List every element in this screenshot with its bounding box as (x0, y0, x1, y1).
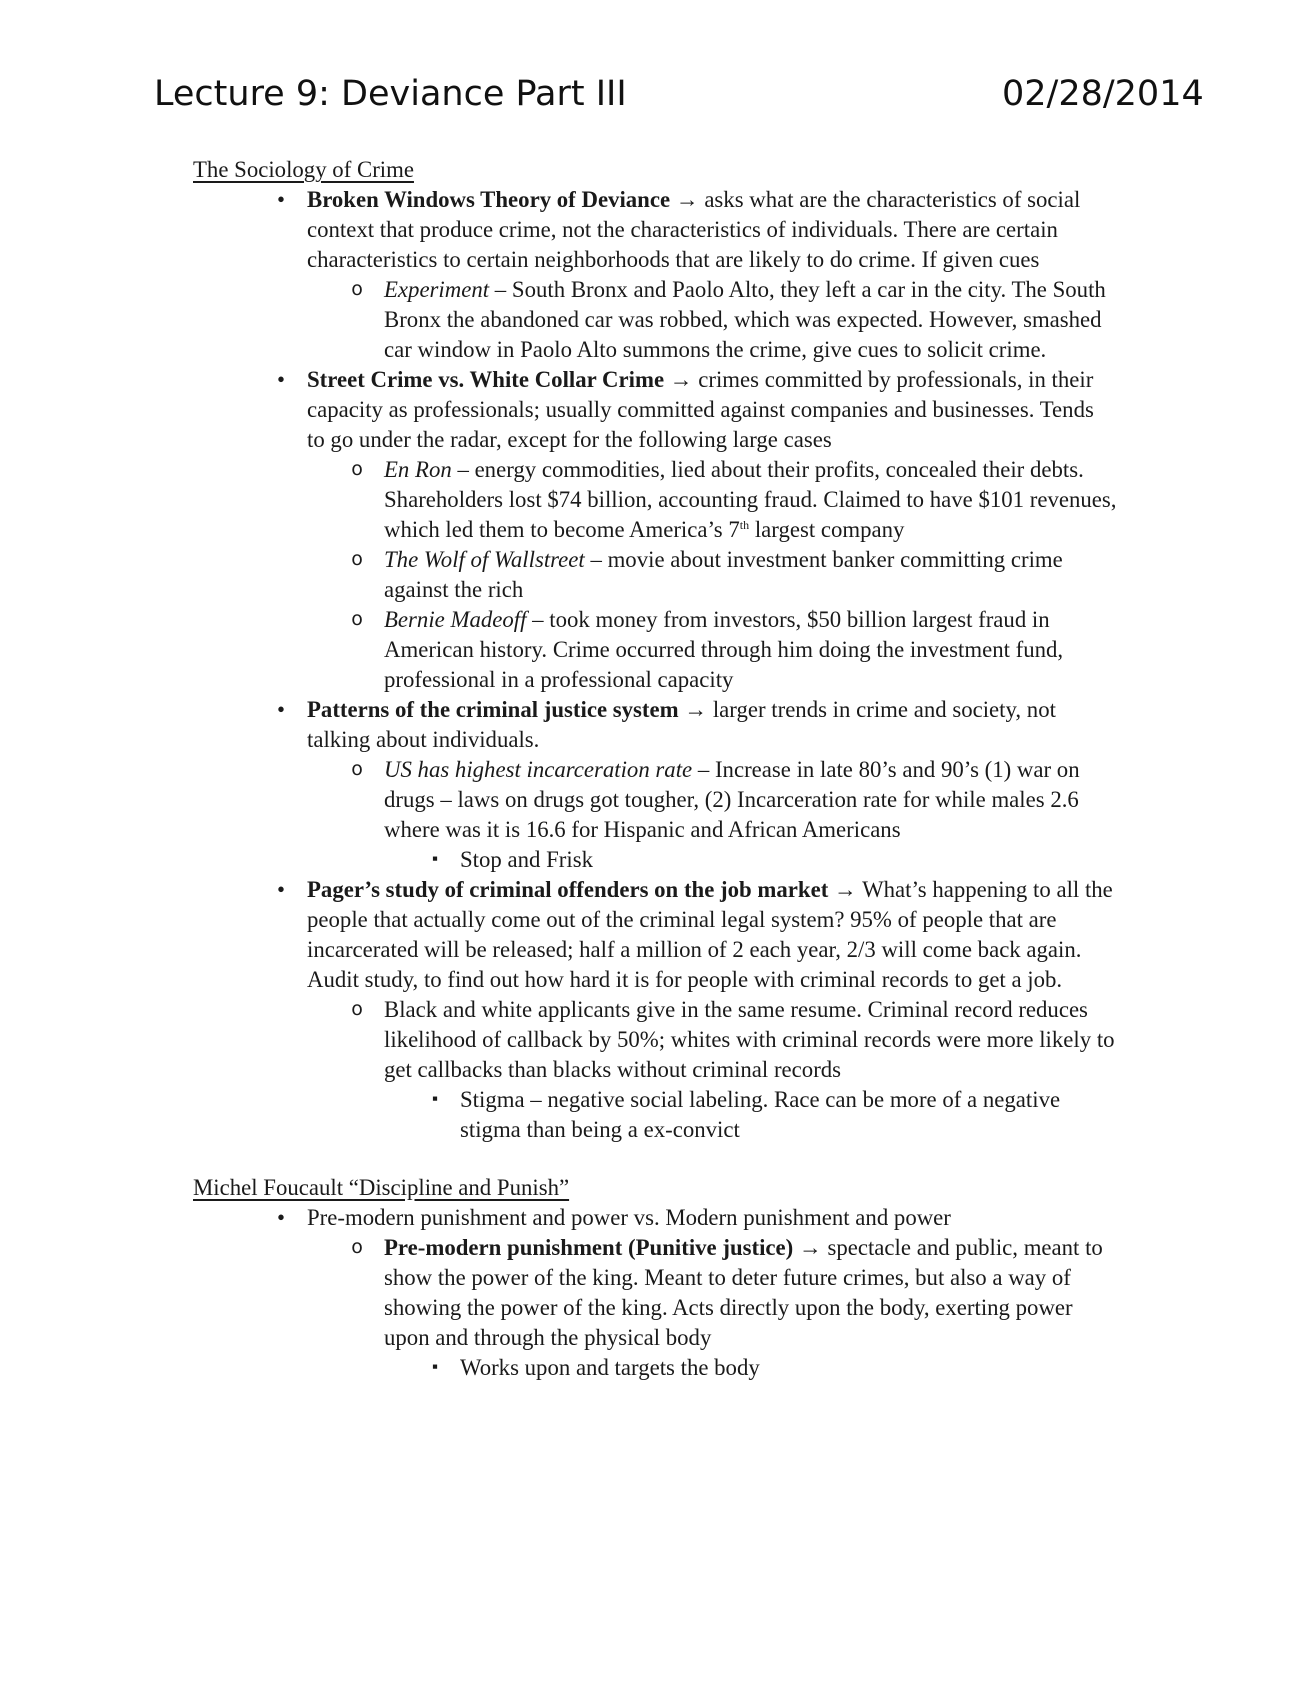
dash-symbol: – (494, 277, 507, 302)
sub-list (351, 455, 1117, 695)
sub-item (351, 755, 1117, 875)
sub-item-text: South Bronx and Paolo Alto, they left a car in the city. The South Bronx the abandoned car was robbed, which was expected. However, smashed car window in Paolo Alto summons the crime, give cues to solicit crime. (384, 277, 1106, 362)
sub-item-term: Bernie Madeoff (384, 607, 527, 632)
bullet-marker: • (277, 1205, 285, 1230)
sub-item-text: Black and white applicants give in the same resume. Criminal record reduces likelihood of callback by 50%; whites with criminal records were more likely to get callbacks than blacks without criminal records (384, 997, 1115, 1082)
arrow-symbol: → (684, 697, 708, 722)
circle-marker: o (351, 998, 363, 1020)
sub-item-text: largest company (754, 517, 905, 542)
list-item (277, 365, 1117, 695)
sub-list (351, 755, 1117, 875)
dash-symbol: – (697, 757, 710, 782)
list-item (277, 875, 1117, 1145)
item-term: Patterns of the criminal justice system (307, 697, 679, 722)
bullet-marker: • (277, 697, 285, 722)
sub-list (351, 275, 1117, 365)
square-marker: ▪ (431, 849, 439, 868)
sub-sub-item-text: Stop and Frisk (460, 847, 593, 872)
page-header (154, 74, 1306, 126)
arrow-symbol: → (669, 367, 693, 392)
dash-symbol: – (532, 607, 544, 632)
dash-symbol: – (590, 547, 602, 572)
sub-item (351, 455, 1117, 545)
circle-marker: o (351, 278, 363, 300)
circle-marker: o (351, 608, 363, 630)
sub-sub-item-text: Stigma – negative social labeling. Race can be more of a negative stigma than being a ex-convict (460, 1087, 1061, 1142)
item-text: Pre-modern punishment and power vs. Modern punishment and power (307, 1205, 951, 1230)
sub-sub-item (431, 1353, 1117, 1383)
section-heading: The Sociology of Crime (193, 157, 414, 182)
arrow-symbol: → (675, 187, 699, 212)
lecture-date: 02/28/2014 (1002, 74, 1204, 114)
section-heading: Michel Foucault “Discipline and Punish” (193, 1175, 570, 1200)
sub-list (351, 1233, 1117, 1383)
item-text: larger trends in crime and society, not talking about individuals. (307, 697, 1056, 752)
item-term: Street Crime vs. White Collar Crime (307, 367, 665, 392)
section-list (277, 1203, 1117, 1383)
sub-item-text: spectacle and public, meant to show the power of the king. Meant to deter future crimes, but also a way of showing the power of the king. Acts directly upon the body, exerting power upon and through the physical body (384, 1235, 1103, 1350)
sub-item-text: took money from investors, $50 billion largest fraud in American history. Crime occurred through him doing the investment fund, professional in a professional capacity (384, 607, 1064, 692)
list-item (277, 695, 1117, 875)
sub-list (351, 995, 1117, 1145)
sub-item-text: Increase in late 80’s and 90’s (1) war on drugs – laws on drugs got tougher, (2) Incarceration rate for while males 2.6 where was it is 16.6 for Hispanic and African Americans (384, 757, 1080, 842)
sub-item (351, 995, 1117, 1145)
section-list (277, 185, 1117, 1145)
sub-item-term: The Wolf of Wallstreet (384, 547, 585, 572)
square-marker: ▪ (431, 1357, 439, 1376)
sub-sub-item (431, 1085, 1117, 1145)
list-item (277, 185, 1117, 365)
sub-item-term: Experiment (384, 277, 490, 302)
sub-item-term: Pre-modern punishment (Punitive justice) (384, 1235, 794, 1260)
bullet-marker: • (277, 187, 285, 212)
sub-item-text: energy commodities, lied about their profits, concealed their debts. Shareholders lost $74 billion, accounting fraud. Claimed to have $101 revenues, which led them to become America’s 7 (384, 457, 1117, 542)
square-marker: ▪ (431, 1089, 439, 1108)
sub-item-term: US has highest incarceration rate (384, 757, 693, 782)
lecture-title: Lecture 9: Deviance Part III (154, 74, 627, 114)
item-term: Broken Windows Theory of Deviance (307, 187, 671, 212)
circle-marker: o (351, 548, 363, 570)
sub-sub-item (431, 845, 1117, 875)
sub-item (351, 275, 1117, 365)
arrow-symbol: → (834, 877, 857, 902)
sub-sub-list (431, 1085, 1117, 1145)
circle-marker: o (351, 1236, 363, 1258)
sub-item (351, 605, 1117, 695)
circle-marker: o (351, 758, 363, 780)
sub-sub-item-text: Works upon and targets the body (460, 1355, 760, 1380)
dash-symbol: – (457, 457, 469, 482)
sub-item-text: movie about investment banker committing crime against the rich (384, 547, 1063, 602)
sub-item (351, 1233, 1117, 1383)
sub-item-term: En Ron (384, 457, 452, 482)
item-term: Pager’s study of criminal offenders on the job market (307, 877, 829, 902)
circle-marker: o (351, 458, 363, 480)
item-text: crimes committed by professionals, in their capacity as professionals; usually committed against companies and businesses. Tends to go under the radar, except for the following large cases (307, 367, 1094, 452)
arrow-symbol: → (798, 1235, 822, 1260)
sub-sub-list (431, 845, 1117, 875)
list-item (277, 1203, 1117, 1383)
notes-body (0, 155, 1306, 1383)
sub-sub-list (431, 1353, 1117, 1383)
bullet-marker: • (277, 367, 285, 392)
bullet-marker: • (277, 877, 285, 902)
sub-item (351, 545, 1117, 605)
item-text: What’s happening to all the people that actually come out of the criminal legal system? 95% of people that are incarcerated will be released; half a million of 2 each year, 2/3 will come back again. Audit study, to find out how hard it is for people with criminal records to get a job. (307, 877, 1113, 992)
item-text: asks what are the characteristics of social context that produce crime, not the characteristics of individuals. There are certain characteristics to certain neighborhoods that are likely to do crime. If given cues (307, 187, 1081, 272)
superscript: th (739, 518, 750, 532)
